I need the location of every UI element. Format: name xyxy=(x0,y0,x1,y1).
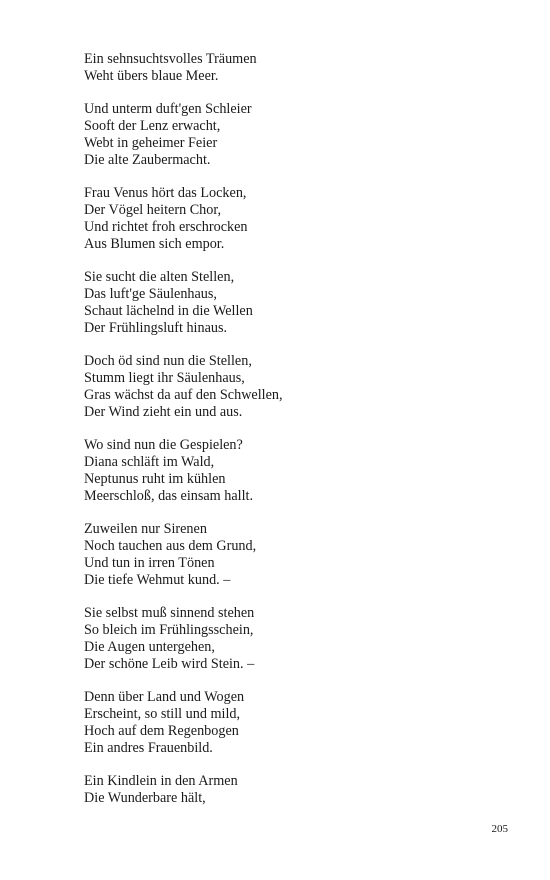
poem-line: Und unterm duft'gen Schleier xyxy=(84,101,252,118)
poem-line: Zuweilen nur Sirenen xyxy=(84,521,207,538)
poem-line: Und tun in irren Tönen xyxy=(84,554,215,571)
stanza-7 xyxy=(84,521,504,588)
poem-text xyxy=(84,51,504,807)
poem-line: Sie sucht die alten Stellen, xyxy=(84,269,235,286)
poem-line: Aus Blumen sich empor. xyxy=(84,235,225,252)
poem-line: Und richtet froh erschrocken xyxy=(84,218,248,235)
poem-line: Ein andres Frauenbild. xyxy=(84,739,213,756)
poem-line: Der Vögel heitern Chor, xyxy=(84,202,222,219)
poem-line: Diana schläft im Wald, xyxy=(84,454,215,471)
poem-line: Die Augen untergehen, xyxy=(84,638,215,655)
poem-line: Neptunus ruht im kühlen xyxy=(84,470,226,487)
poem-line: Webt in geheimer Feier xyxy=(84,134,218,151)
poem-line: Gras wächst da auf den Schwellen, xyxy=(84,386,283,403)
poem-line: Weht übers blaue Meer. xyxy=(84,67,219,84)
poem-line: Wo sind nun die Gespielen? xyxy=(84,437,243,454)
stanza-8 xyxy=(84,605,504,672)
stanza-5 xyxy=(84,353,504,420)
poem-line: So bleich im Frühlingsschein, xyxy=(84,622,254,639)
poem-line: Doch öd sind nun die Stellen, xyxy=(84,353,252,370)
stanza-4 xyxy=(84,269,504,336)
stanza-2 xyxy=(84,101,504,168)
poem-line: Denn über Land und Wogen xyxy=(84,689,245,706)
stanza-10 xyxy=(84,773,504,807)
poem-line: Frau Venus hört das Locken, xyxy=(84,185,247,202)
poem-line: Noch tauchen aus dem Grund, xyxy=(84,538,257,555)
poem-line: Die Wunderbare hält, xyxy=(84,790,206,807)
poem-line: Der schöne Leib wird Stein. – xyxy=(84,655,255,672)
poem-line: Das luft'ge Säulenhaus, xyxy=(84,286,217,303)
poem-line: Erscheint, so still und mild, xyxy=(84,706,241,723)
poem-line: Schaut lächelnd in die Wellen xyxy=(84,302,253,319)
stanza-1 xyxy=(84,51,504,85)
poem-line: Der Frühlingsluft hinaus. xyxy=(84,319,228,336)
poem-line: Die tiefe Wehmut kund. – xyxy=(84,571,231,588)
stanza-6 xyxy=(84,437,504,504)
poem-line: Der Wind zieht ein und aus. xyxy=(84,403,243,420)
poem-line: Hoch auf dem Regenbogen xyxy=(84,722,239,739)
poem-line: Ein sehnsuchtsvolles Träumen xyxy=(84,51,257,67)
stanza-9 xyxy=(84,689,504,756)
stanza-3 xyxy=(84,185,504,252)
page-number: 205 xyxy=(491,823,508,835)
poem-line: Sie selbst muß sinnend stehen xyxy=(84,605,255,622)
poem-line: Stumm liegt ihr Säulenhaus, xyxy=(84,370,245,387)
poem-line: Die alte Zaubermacht. xyxy=(84,151,211,168)
poem-line: Sooft der Lenz erwacht, xyxy=(84,118,221,135)
poem-line: Meerschloß, das einsam hallt. xyxy=(84,487,254,504)
poem-line: Ein Kindlein in den Armen xyxy=(84,773,238,790)
